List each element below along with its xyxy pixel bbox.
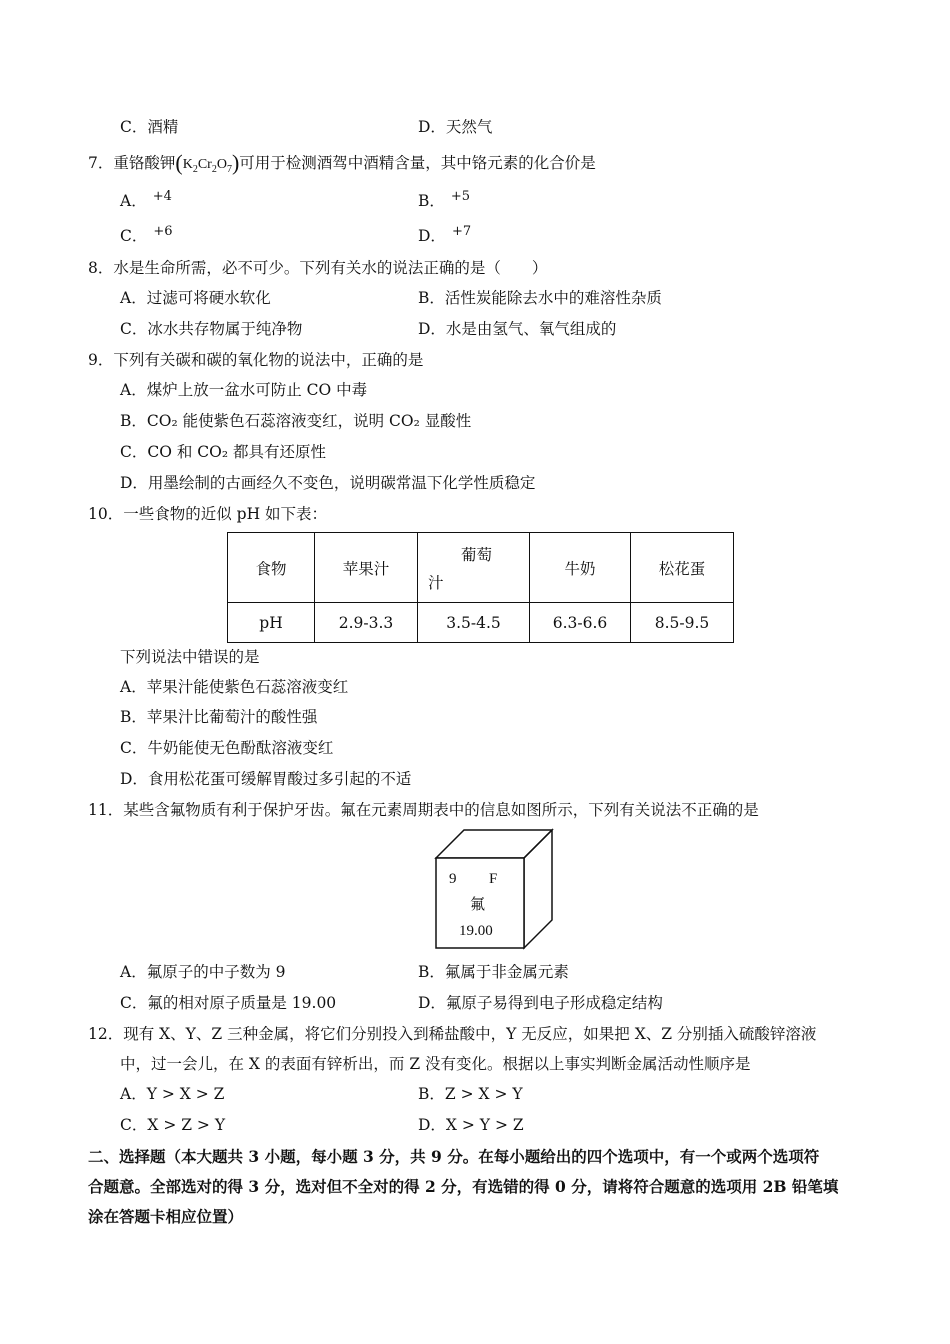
q9-option-c: C．CO 和 CO₂ 都具有还原性	[120, 443, 326, 461]
q9-option-d: D．用墨绘制的古画经久不变色，说明碳常温下化学性质稳定	[120, 474, 536, 492]
q10-option-b: B．苹果汁比葡萄汁的酸性强	[120, 708, 318, 726]
q12-option-d: D．X > Y > Z	[418, 1116, 524, 1134]
ph-table-header-cell: 松花蛋	[631, 533, 734, 603]
q12-option-a: A．Y > X > Z	[120, 1085, 225, 1103]
ph-table-row-label: pH	[228, 603, 315, 643]
ph-table-cell: 3.5-4.5	[418, 603, 530, 643]
q7-option-d: D． $^{+7}$	[418, 224, 472, 245]
section2-heading-line3: 涂在答题卡相应位置）	[88, 1207, 244, 1226]
q7-formula: $(K_2Cr_2O_7)$	[175, 150, 240, 175]
q10-option-d: D．食用松花蛋可缓解胃酸过多引起的不适	[120, 770, 412, 788]
ph-table-cell: 8.5-9.5	[631, 603, 734, 643]
q11-option-a: A．氟原子的中子数为 9	[120, 963, 286, 981]
element-symbol: F	[489, 871, 498, 887]
q11-option-d: D．氟原子易得到电子形成稳定结构	[418, 994, 663, 1012]
section2-heading-line1: 二、选择题（本大题共 3 小题，每小题 3 分，共 9 分。在每小题给出的四个选项中，有一个或两个选项符	[88, 1147, 820, 1166]
q10-stem: 10．一些食物的近似 pH 如下表：	[88, 505, 328, 523]
q10-sub-stem: 下列说法中错误的是	[120, 648, 260, 666]
element-mass: 19.00	[459, 923, 493, 939]
q12-option-b: B．Z > X > Y	[418, 1085, 523, 1103]
q7-stem: 7．重铬酸钾$(K_2Cr_2O_7)$可用于检测酒驾中酒精含量，其中铬元素的化合价是	[88, 150, 596, 175]
q7-option-c: C． $^{+6}$	[120, 224, 173, 245]
element-name: 氟	[470, 897, 486, 913]
ph-table-header-cell: 牛奶	[530, 533, 631, 603]
element-number: 9	[449, 871, 457, 887]
ph-table-header-cell: 苹果汁	[315, 533, 418, 603]
q10-option-c: C．牛奶能使无色酚酞溶液变红	[120, 739, 334, 757]
q8-option-c: C．冰水共存物属于纯净物	[120, 320, 303, 338]
q6-option-c: C．酒精	[120, 118, 179, 136]
q9-option-a: A．煤炉上放一盆水可防止 CO 中毒	[120, 381, 368, 399]
q10-option-a: A．苹果汁能使紫色石蕊溶液变红	[120, 678, 349, 696]
q9-stem: 9．下列有关碳和碳的氧化物的说法中，正确的是	[88, 351, 424, 369]
q6-option-d: D．天然气	[418, 118, 493, 136]
ph-table-cell: 6.3-6.6	[530, 603, 631, 643]
q8-option-a: A．过滤可将硬水软化	[120, 289, 271, 307]
fluorine-element-cube	[434, 828, 556, 952]
ph-table	[227, 532, 734, 643]
ph-table-row	[228, 603, 734, 643]
q7-option-b: B． $^{+5}$	[418, 189, 471, 210]
q7-option-a: A． $^{+4}$	[120, 189, 172, 210]
q11-option-b: B．氟属于非金属元素	[418, 963, 569, 981]
ph-table-header-cell: 葡萄 汁	[418, 533, 530, 603]
section2-heading-line2: 合题意。全部选对的得 3 分，选对但不全对的得 2 分，有选错的得 0 分，请将符合题意的选项用 2B 铅笔填	[88, 1177, 839, 1196]
q8-option-d: D．水是由氢气、氧气组成的	[418, 320, 617, 338]
q8-option-b: B．活性炭能除去水中的难溶性杂质	[418, 289, 662, 307]
q9-option-b: B．CO₂ 能使紫色石蕊溶液变红，说明 CO₂ 显酸性	[120, 412, 472, 430]
q12-stem-line2: 中，过一会儿，在 X 的表面有锌析出，而 Z 没有变化。根据以上事实判断金属活动性顺序是	[120, 1055, 751, 1073]
q12-stem-line1: 12．现有 X、Y、Z 三种金属，将它们分别投入到稀盐酸中，Y 无反应，如果把 X、Z 分别插入硫酸锌溶液	[88, 1025, 817, 1043]
q11-option-c: C．氟的相对原子质量是 19.00	[120, 994, 337, 1012]
ph-table-header-row	[228, 533, 734, 603]
ph-table-header-cell: 食物	[228, 533, 315, 603]
q11-stem: 11．某些含氟物质有利于保护牙齿。氟在元素周期表中的信息如图所示，下列有关说法不正确的是	[88, 801, 759, 819]
q8-stem: 8．水是生命所需，必不可少。下列有关水的说法正确的是（ ）	[88, 259, 548, 277]
ph-table-cell: 2.9-3.3	[315, 603, 418, 643]
q12-option-c: C．X > Z > Y	[120, 1116, 226, 1134]
